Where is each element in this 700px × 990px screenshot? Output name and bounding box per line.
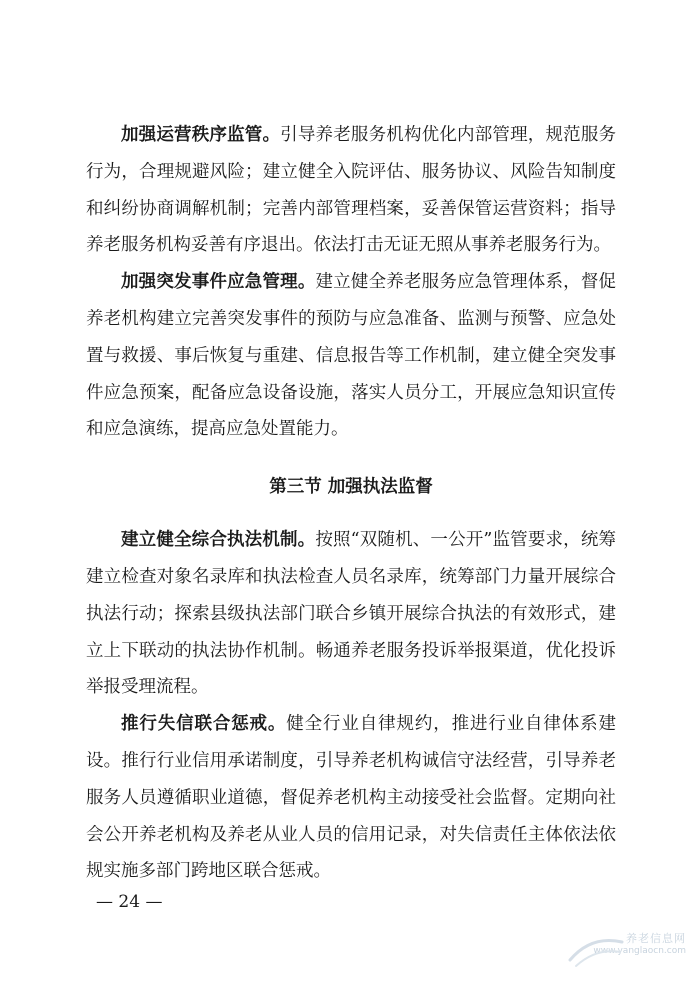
section-heading: 第三节 加强执法监督	[269, 477, 433, 498]
document-body	[86, 117, 616, 890]
paragraph-lead: 推行失信联合惩戒。	[121, 714, 287, 735]
paragraph-enforcement-mechanism	[86, 522, 616, 706]
paragraph-text: 引导养老服务机构优化内部管理，规范服务行为，合理规避风险；建立健全入院评估、服务协议、风险告知制度和纠纷协商调解机制；完善内部管理档案，妥善保管运营资料；指导养老服务机构妥善有序退出。依法打击无证无照从事养老服务行为。	[86, 125, 617, 256]
watermark-swoosh-icon	[566, 930, 626, 970]
paragraph-operation-supervision	[86, 117, 616, 264]
paragraph-text: 健全行业自律规约，推进行业自律体系建设。推行行业信用承诺制度，引导养老机构诚信守法经营，引导养老服务人员遵循职业道德，督促养老机构主动接受社会监督。定期向社会公开养老机构及养老从业人员的信用记录，对失信责任主体依法依规实施多部门跨地区联合惩戒。	[86, 714, 617, 882]
paragraph-text: 建立健全养老服务应急管理体系，督促养老机构建立完善突发事件的预防与应急准备、监测与预警、应急处置与救援、事后恢复与重建、信息报告等工作机制，建立健全突发事件应急预案，配备应急设备设施，落实人员分工，开展应急知识宣传和应急演练，提高应急处置能力。	[86, 272, 617, 440]
paragraph-text: 按照“双随机、一公开”监管要求，统筹建立检查对象名录库和执法检查人员名录库，统筹部门力量开展综合执法行动；探索县级执法部门联合乡镇开展综合执法的有效形式，建立上下联动的执法协作机制。畅通养老服务投诉举报渠道，优化投诉举报受理流程。	[86, 530, 616, 698]
watermark-site-name: 养老信息网	[626, 932, 686, 945]
paragraph-credit-discipline	[86, 706, 616, 890]
page-number: — 24 —	[96, 892, 163, 912]
paragraph-lead: 加强运营秩序监管。	[121, 125, 281, 145]
watermark-url: www.yanglaocn.com	[593, 946, 686, 956]
paragraph-emergency-management	[86, 264, 616, 448]
watermark	[566, 930, 686, 980]
paragraph-lead: 加强突发事件应急管理。	[121, 272, 316, 293]
paragraph-lead: 建立健全综合执法机制。	[121, 530, 316, 551]
